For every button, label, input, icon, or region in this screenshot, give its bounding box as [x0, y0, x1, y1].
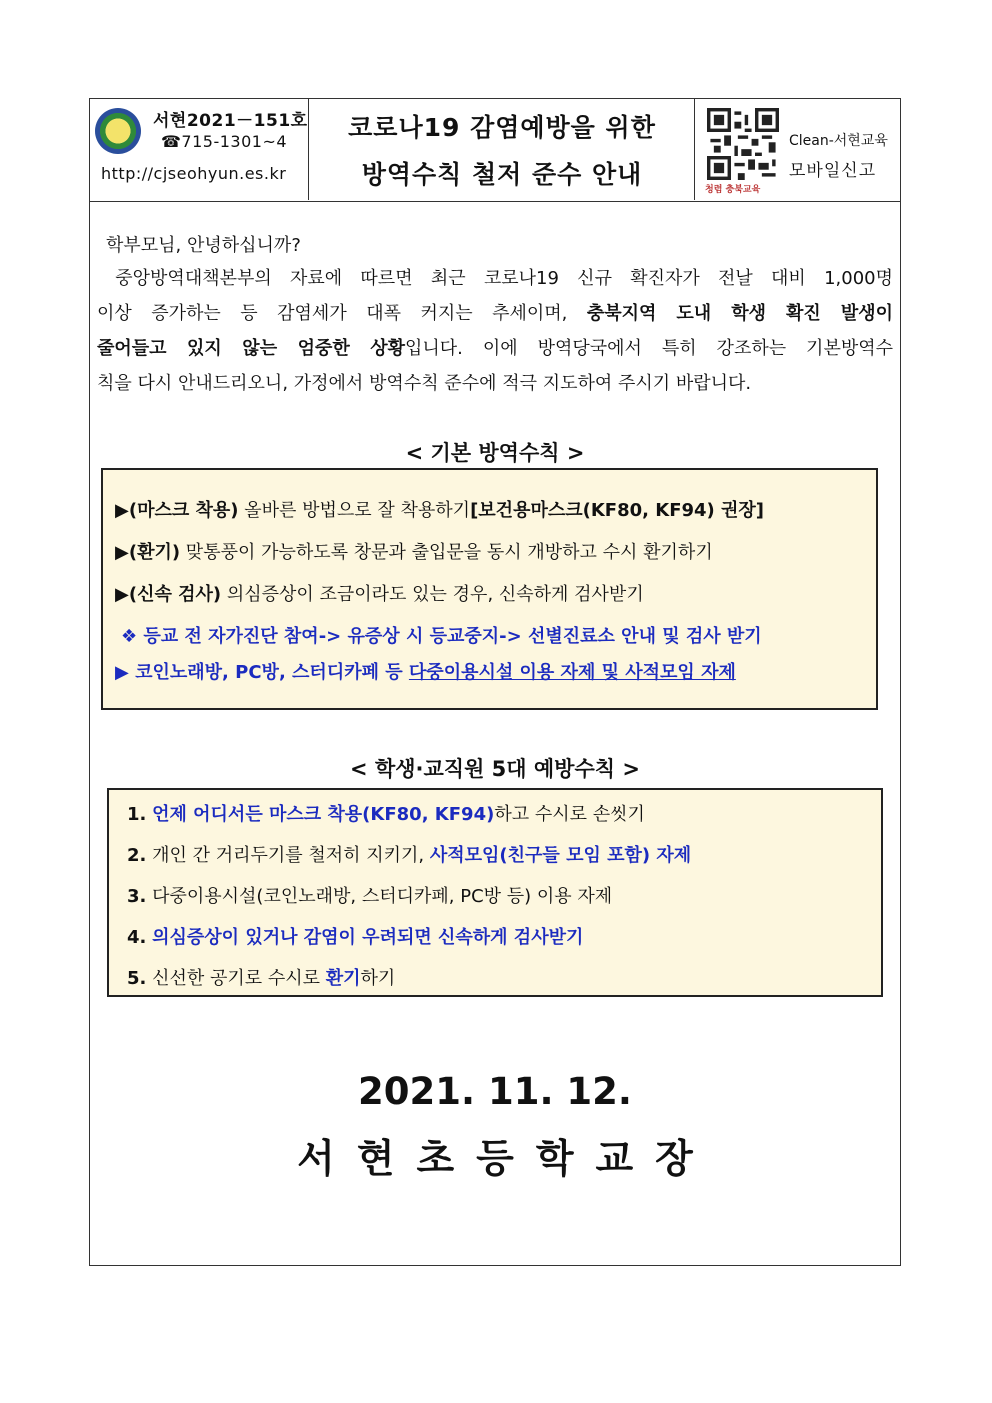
intro-paragraph [97, 261, 893, 401]
list-item: 4. 의심증상이 있거나 감염이 우려되면 신속하게 검사받기 [127, 927, 584, 948]
title-line-2: 방역수칙 철저 준수 안내 [361, 160, 643, 189]
list-item: ▶ 코인노래방, PC방, 스터디카페 등 다중이용시설 이용 자제 및 사적모임 자제 [115, 662, 736, 683]
list-item: 5. 신선한 공기로 수시로 환기하기 [127, 968, 396, 989]
greeting: 학부모님, 안녕하십니까? [106, 235, 301, 256]
school-url[interactable]: http://cjseohyun.es.kr [101, 164, 287, 183]
header-report [695, 98, 899, 200]
list-item: ❖ 등교 전 자가진단 참여-> 유증상 시 등교중지-> 선별진료소 안내 및 검사 받기 [121, 626, 762, 647]
five-rules-box [107, 788, 883, 997]
phone-number: ☎715-1301~4 [161, 132, 288, 151]
basic-rules-title: < 기본 방역수칙 > [405, 441, 585, 465]
intro-line: 이상 증가하는 등 감염세가 대폭 커지는 추세이며, 충북지역 도내 학생 확진 발생이 [97, 303, 893, 324]
header-school-info [89, 98, 309, 200]
intro-line: 줄어들고 있지 않는 엄중한 상황입니다. 이에 방역당국에서 특히 강조하는 기본방역수 [97, 338, 893, 359]
list-item: ▶(신속 검사) 의심증상이 조금이라도 있는 경우, 신속하게 검사받기 [115, 584, 644, 605]
header-title [309, 98, 695, 200]
five-rules-title: < 학생·교직원 5대 예방수칙 > [350, 757, 640, 781]
intro-line: 중앙방역대책본부의 자료에 따르면 최근 코로나19 신규 확진자가 전날 대비 1,000명 [115, 268, 893, 289]
list-item: ▶(마스크 착용) 올바른 방법으로 잘 착용하기[보건용마스크(KF80, KF94) 권장] [115, 500, 765, 521]
intro-line: 칙을 다시 안내드리오니, 가정에서 방역수칙 준수에 적극 지도하여 주시기 바랍니다. [97, 373, 752, 394]
list-item: 2. 개인 간 거리두기를 철저히 지키기, 사적모임(친구들 모임 포함) 자제 [127, 845, 692, 866]
clean-label: Clean-서현교육 [789, 133, 888, 149]
mobile-report-label: 모바일신고 [789, 161, 877, 181]
letter-header [89, 98, 901, 202]
school-logo-icon [95, 108, 141, 154]
list-item: 1. 언제 어디서든 마스크 착용(KF80, KF94)하고 수시로 손씻기 [127, 804, 645, 825]
signature: 서현초등학교장 [297, 1137, 715, 1182]
list-item: ▶(환기) 맞통풍이 가능하도록 창문과 출입문을 동시 개방하고 수시 환기하기 [115, 542, 713, 563]
doc-number: 서현2021－151호 [153, 111, 308, 131]
list-item: 3. 다중이용시설(코인노래방, 스터디카페, PC방 등) 이용 자제 [127, 886, 613, 907]
basic-rules-box [101, 468, 878, 710]
title-line-1: 코로나19 감염예방을 위한 [348, 113, 656, 142]
qr-code-icon[interactable] [707, 108, 779, 180]
letter-date: 2021. 11. 12. [358, 1070, 632, 1113]
qr-caption: 청렴 충북교육 [705, 185, 761, 195]
